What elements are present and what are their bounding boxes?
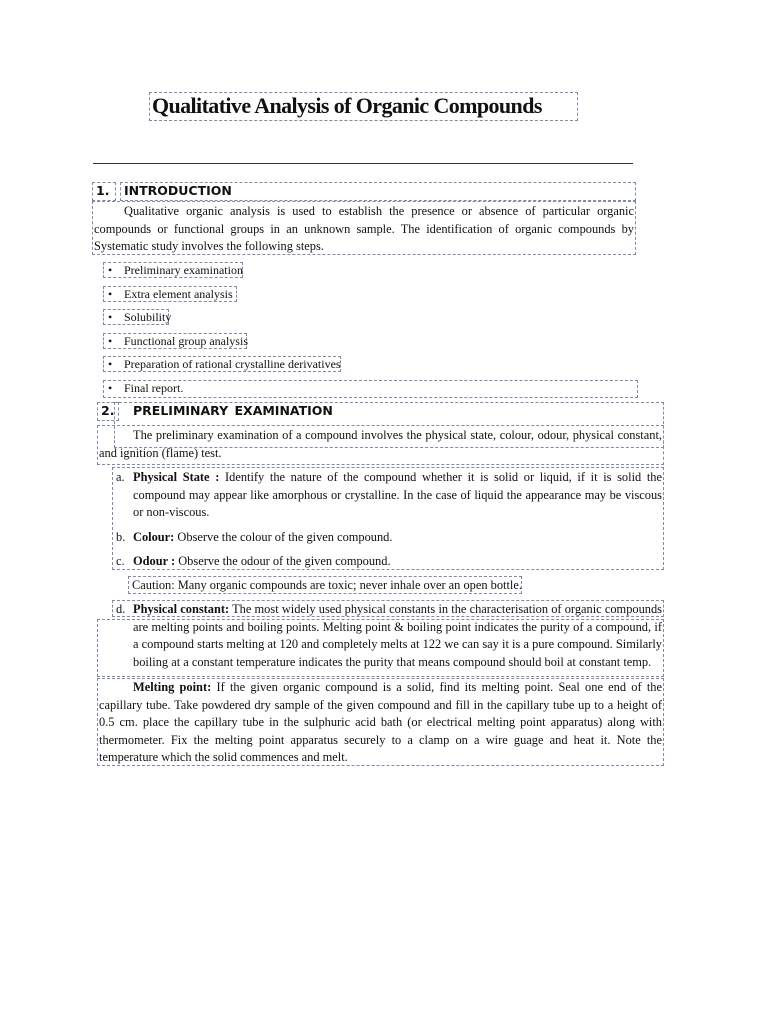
section-1-heading: INTRODUCTION [124,183,232,198]
physical-constant-text: The most widely used physical constants in the characterisation of organic compounds are melting points and boiling points. Melting point & boiling point indicates the purity of a compound, if a compound starts melting at 120 and completely melts at 122 we can say it is a pure compound. Similarly boiling at a constant temperature indicates the purity that means compound should boil at constant temp. [133,602,662,669]
melting-point-label: Melting point: [133,680,212,694]
item-odour [133,553,391,571]
melting-point-text: If the given organic compound is a solid, find its melting point. Seal one end of the capillary tube. Take powdered dry sample of the given compound and fill in the capillary tube up to a height of 0.5 cm. place the capillary tube in the sulphuric acid bath (or electrical melting point apparatus) along with thermometer. Fix the melting point apparatus securely to a clamp on a wire guage and heat it. Note the temperature which the solid commences and melt. [99,680,663,764]
document-title: Qualitative Analysis of Organic Compounds [152,93,542,118]
step-final-report: Final report. [124,381,184,395]
item-c-marker: c. [116,554,125,568]
colour-label: Colour: [133,530,175,544]
step-crystalline-derivatives: Preparation of rational crystalline derivatives [124,357,341,371]
item-physical-constant [133,601,662,671]
caution-note: Caution: Many organic compounds are toxic; never inhale over an open bottle. [132,578,522,592]
melting-point-paragraph [99,679,662,767]
step-extra-element-analysis: Extra element analysis [124,287,233,301]
step-solubility: Solubility [124,310,172,324]
item-d-marker: d. [116,602,126,616]
list-bullet: • [108,310,113,324]
intro-paragraph: Qualitative organic analysis is used to establish the presence or absence of particular organic compounds or functional groups in an unknown sample. The identification of organic compounds by Systematic study involves the following steps. [94,204,634,253]
title-rule [93,163,633,164]
item-b-marker: b. [116,530,126,544]
odour-label: Odour : [133,554,176,568]
physical-constant-label: Physical constant: [133,602,230,616]
item-colour [133,529,392,547]
step-preliminary-examination: Preliminary examination [124,263,243,277]
list-bullet: • [108,381,113,395]
section-2-number: 2. [101,403,115,418]
list-bullet: • [108,357,113,371]
section-1-number: 1. [96,183,110,198]
list-bullet: • [108,263,113,277]
colour-text: Observe the colour of the given compound. [177,530,393,544]
item-a-marker: a. [116,470,125,484]
section-2-heading: PRELIMINARY EXAMINATION [133,403,333,418]
physical-state-label: Physical State : [133,470,220,484]
odour-text: Observe the odour of the given compound. [178,554,391,568]
list-bullet: • [108,334,113,348]
step-functional-group-analysis: Functional group analysis [124,334,248,348]
prelim-paragraph: The preliminary examination of a compound involves the physical state, colour, odour, physical constant, and ignition (flame) test. [99,428,662,460]
physical-state-text: Identify the nature of the compound whether it is solid or liquid, if it is solid the compound may appear like amorphous or crystalline. In the case of liquid the appearance may be viscous or non-viscous. [133,470,662,519]
list-bullet: • [108,287,113,301]
item-physical-state [133,469,662,522]
